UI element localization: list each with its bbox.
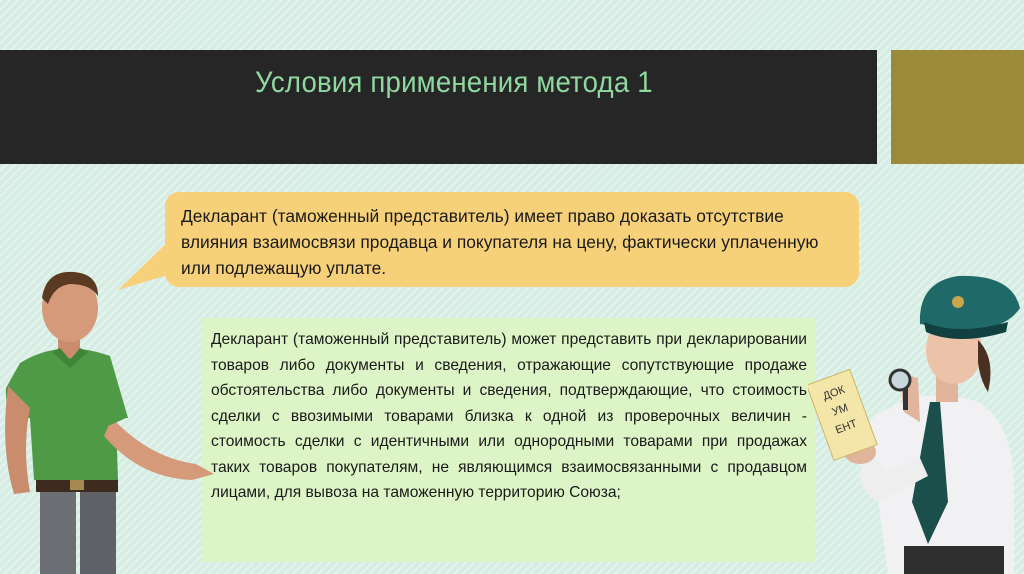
document-sign-line2: УМ [830,401,850,419]
conditions-panel-text: Декларант (таможенный представитель) может представить при декларировании товаров либо документы и сведения, отражающие сопутствующие продаже обстоятельства либо документы и сведения, подтверждающие, что стоимость сделки с ввозимыми товарами близка к одной из проверочных величин - стоимость сделки с идентичными или однородными товарами при продажах таких товаров покупателям, не являющимся взаимосвязанными с продавцом лицами, для вывоза на таможенную территорию Союза; [211,331,807,501]
customs-officer-magnifier-icon [808,262,1024,574]
accent-block [891,50,1024,164]
speech-bubble-text: Декларант (таможенный представитель) имеет право доказать отсутствие влияния взаимосвязи продавца и покупателя на цену, фактически уплаченную или подлежащую уплате. [181,206,819,278]
man-presenting-icon [0,268,215,574]
document-sign-line3: ЕНТ [833,417,859,437]
slide-title: Условия применения метода 1 [255,66,653,99]
document-sign-line1: ДОК [821,383,847,403]
